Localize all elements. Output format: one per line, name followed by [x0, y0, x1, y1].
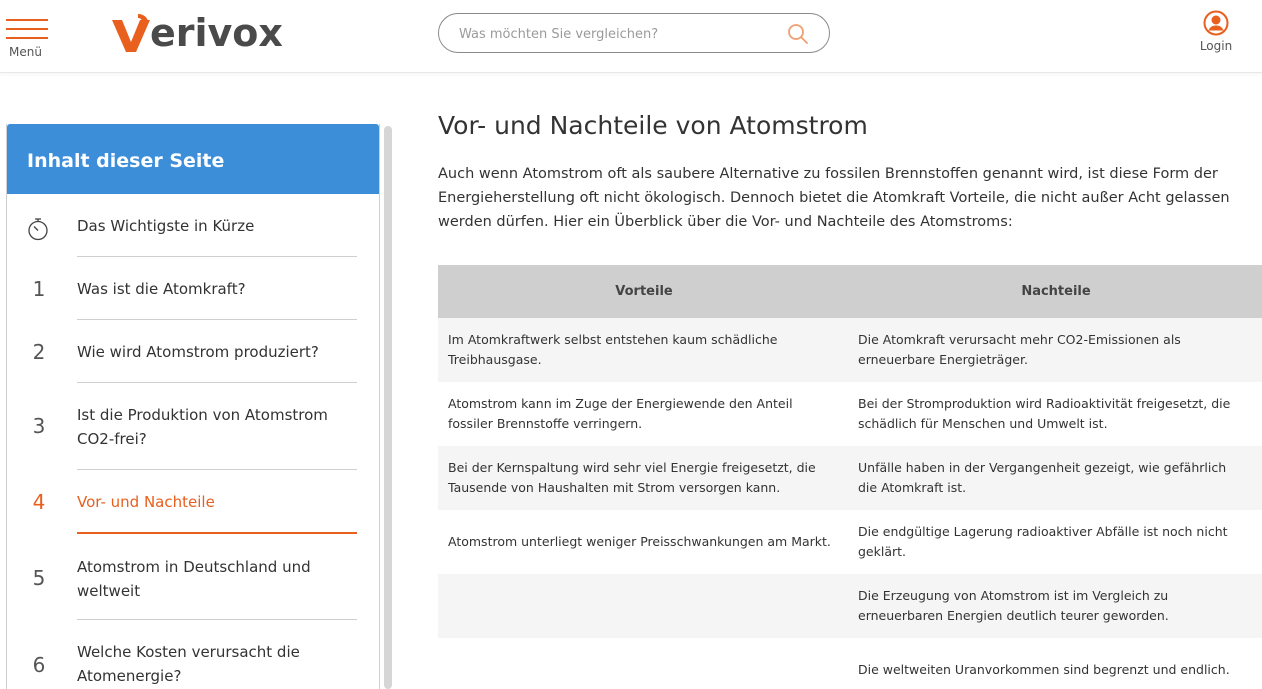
table-cell-pro: Atomstrom kann im Zuge der Energiewende den Anteil fossiler Brennstoffe verringern. — [448, 396, 793, 431]
stopwatch-icon — [27, 217, 49, 241]
table-header — [438, 265, 1262, 318]
search-icon[interactable] — [787, 23, 809, 45]
column-header-cons: Nachteile — [1021, 284, 1091, 299]
toc-item-4[interactable] — [7, 470, 379, 533]
toc-item-summary[interactable] — [7, 194, 379, 257]
menu-icon-bar — [6, 28, 48, 30]
toc-item-label: Ist die Produktion von Atomstrom CO2-frei? — [77, 406, 328, 448]
table-cell-con: Unfälle haben in der Vergangenheit gezeigt, wie gefährlich die Atomkraft ist. — [858, 460, 1227, 495]
table-cell-pro — [438, 574, 850, 638]
toc-item-5[interactable] — [7, 533, 379, 620]
toc-item-2[interactable] — [7, 320, 379, 383]
toc-item-number: 5 — [32, 566, 46, 590]
toc-item-number: 1 — [32, 277, 46, 301]
user-icon — [1203, 10, 1229, 36]
toc-item-label: Wie wird Atomstrom produziert? — [77, 343, 319, 361]
table-cell-pro: Bei der Kernspaltung wird sehr viel Energie freigesetzt, die Tausende von Haushalten mit Strom versorgen kann. — [448, 460, 816, 495]
column-header-pros: Vorteile — [615, 284, 673, 299]
toc-item-label: Welche Kosten verursacht die Atomenergie? — [77, 643, 300, 685]
table-row — [438, 318, 1262, 382]
login-button[interactable] — [1196, 10, 1236, 54]
table-cell-pro: Atomstrom unterliegt weniger Preisschwankungen am Markt. — [448, 534, 831, 549]
toc-item-3[interactable] — [7, 383, 379, 470]
logo-v-icon — [108, 10, 154, 56]
toc-item-label: Was ist die Atomkraft? — [77, 280, 246, 298]
table-cell-con: Die Atomkraft verursacht mehr CO2-Emissionen als erneuerbare Energieträger. — [858, 332, 1181, 367]
toc-item-label: Vor- und Nachteile — [77, 493, 215, 511]
toc-item-number: 4 — [32, 490, 46, 514]
table-row — [438, 446, 1262, 510]
page-title: Vor- und Nachteile von Atomstrom — [438, 111, 868, 140]
menu-label: Menü — [9, 45, 42, 59]
pros-cons-table — [438, 265, 1262, 689]
table-of-contents — [6, 124, 380, 689]
verivox-logo[interactable] — [108, 8, 283, 58]
search-bar[interactable] — [438, 13, 830, 53]
table-row — [438, 510, 1262, 574]
table-cell-con: Die weltweiten Uranvorkommen sind begrenzt und endlich. — [858, 662, 1230, 677]
login-label: Login — [1199, 39, 1233, 53]
table-cell-con: Die endgültige Lagerung radioaktiver Abfälle ist noch nicht geklärt. — [858, 524, 1228, 559]
site-header — [0, 0, 1262, 73]
toc-item-6[interactable] — [7, 620, 379, 689]
toc-scrollbar[interactable] — [384, 126, 392, 689]
table-cell-con: Die Erzeugung von Atomstrom ist im Vergleich zu erneuerbaren Energien deutlich teurer geworden. — [858, 588, 1169, 623]
logo-text: erivox — [150, 11, 283, 55]
menu-icon — [6, 19, 48, 21]
table-row — [438, 574, 1262, 638]
toc-item-number: 3 — [32, 414, 46, 438]
toc-item-label: Das Wichtigste in Kürze — [77, 217, 255, 235]
menu-button[interactable] — [6, 16, 50, 62]
table-cell-con: Bei der Stromproduktion wird Radioaktivität freigesetzt, die schädlich für Menschen und Umwelt ist. — [858, 396, 1231, 431]
table-row — [438, 638, 1262, 689]
table-cell-pro: Im Atomkraftwerk selbst entstehen kaum schädliche Treibhausgase. — [448, 332, 778, 367]
table-cell-pro — [438, 638, 850, 689]
toc-title: Inhalt dieser Seite — [7, 124, 379, 194]
table-row — [438, 382, 1262, 446]
toc-item-number: 2 — [32, 340, 46, 364]
search-input[interactable] — [459, 22, 779, 46]
menu-icon-bar — [6, 37, 48, 39]
intro-paragraph: Auch wenn Atomstrom oft als saubere Alternative zu fossilen Brennstoffen genannt wird, ist diese Form der Energieherstellung oft nicht ökologisch. Dennoch bietet die Atomkraft Vorteile, die nicht außer Acht gelassen werden dürfen. Hier ein Überblick über die Vor- und Nachteile des Atomstroms: — [438, 166, 1230, 230]
toc-item-number: 6 — [32, 653, 46, 677]
toc-item-1[interactable] — [7, 257, 379, 320]
toc-item-label: Atomstrom in Deutschland und weltweit — [77, 558, 311, 600]
